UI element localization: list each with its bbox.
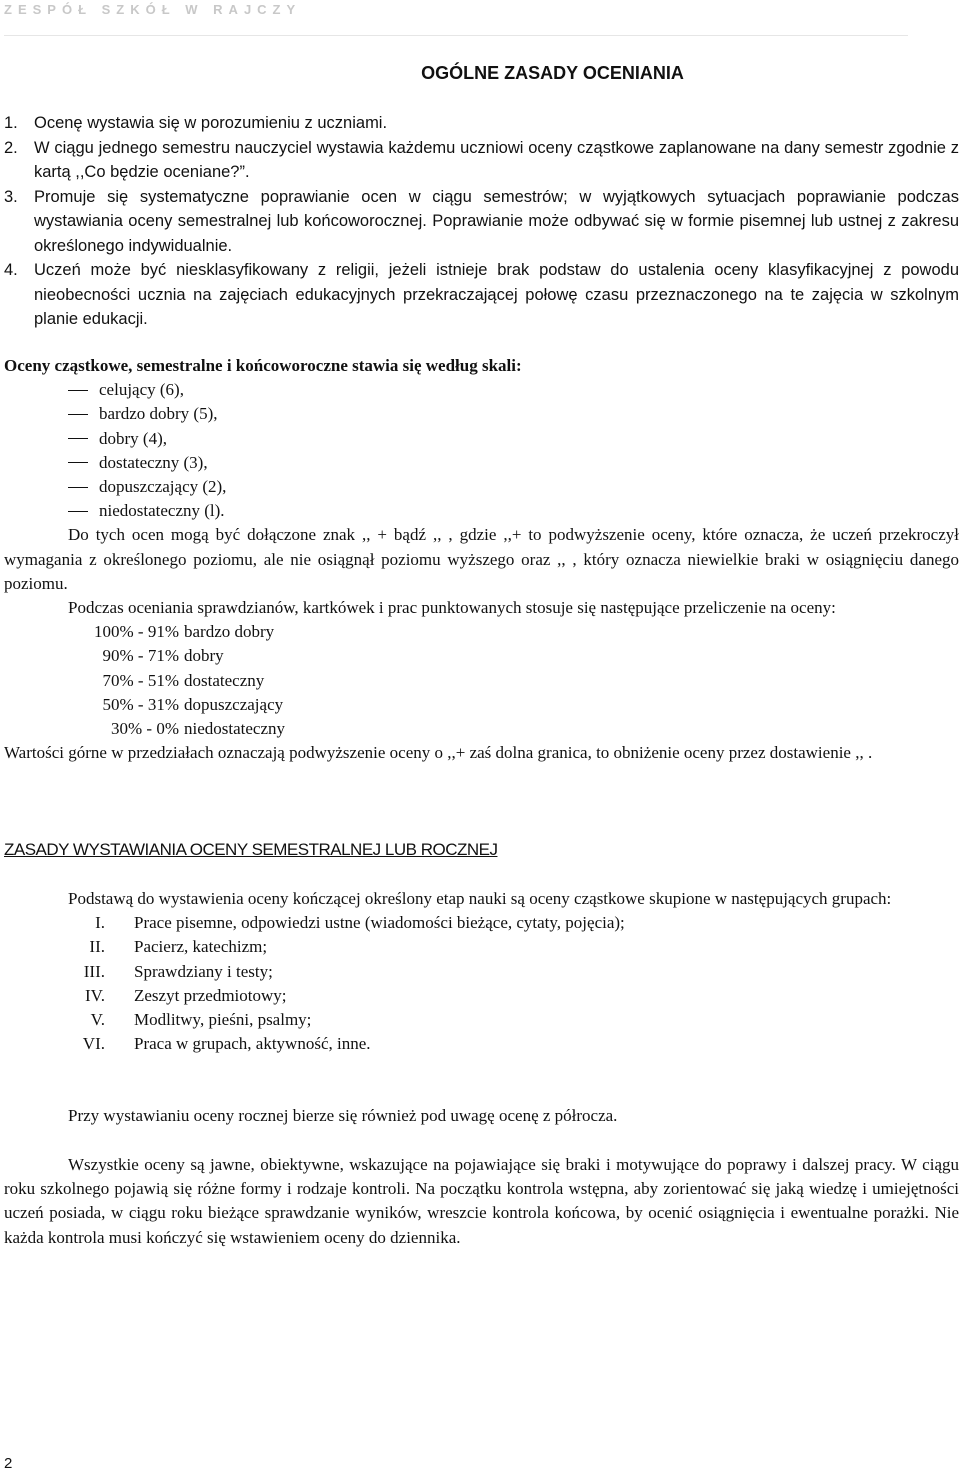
dash-bullet: [68, 438, 88, 439]
dash-bullet: [68, 462, 88, 463]
range-grade: dopuszczający: [184, 694, 284, 714]
percent-range: 30% - 0%: [111, 719, 179, 739]
range-grade: dostateczny: [184, 670, 265, 690]
rule-number: 1.: [4, 114, 18, 132]
group-item: [4, 1032, 959, 1056]
rule-item: [4, 136, 959, 185]
grade-label: dopuszczający (2),: [99, 477, 227, 497]
grade-label: celujący (6),: [99, 380, 184, 400]
group-item: [4, 911, 959, 935]
percent-range-row: [4, 620, 959, 644]
group-text: Pacierz, katechizm;: [134, 937, 268, 957]
rule-number: 3.: [4, 187, 18, 206]
bounds-note: Wartości górne w przedziałach oznaczają podwyższenie oceny o ,,+ zaś dolna granica, to obniżenie oceny przez dostawienie ,, .: [4, 743, 873, 763]
roman-numeral: I.: [95, 913, 105, 933]
scale-heading: Oceny cząstkowe, semestralne i końcoworoczne stawia się według skali:: [4, 356, 522, 375]
percent-range: 50% - 31%: [102, 694, 179, 714]
dash-bullet: [68, 511, 88, 512]
rule-number: 2.: [4, 138, 18, 157]
plus-minus-note: Do tych ocen mogą być dołączone znak ,, + bądź ,, , gdzie ,,+ to podwyższenie oceny, które oznacza, że uczeń przekroczył wymagania z określonego poziomu, ale nie osiągnął poziomu wyższego oraz ,, , który oznacza niewielkie braki w osiągnięciu danego poziomu.: [4, 525, 959, 593]
grade-item: [4, 378, 959, 402]
roman-numeral: II.: [89, 937, 105, 957]
percent-range: 100% - 91%: [94, 622, 179, 642]
dash-bullet: [68, 487, 88, 488]
range-grade: niedostateczny: [184, 719, 286, 739]
rule-item: [4, 185, 959, 259]
page-number: 2: [4, 1455, 13, 1472]
final-paragraph-text: Wszystkie oceny są jawne, obiektywne, wskazujące na pojawiające się braki i motywujące do poprawy i dalszej pracy. W ciągu roku szkolnego pojawią się różne formy i rodzaje kontroli. Na początku kontrola wstępna, aby zorientować się jaką wiedzę i umiejętności uczeń posiada, w ciągu roku bieżące sprawdzanie wyników, wreszcie kontrola końcowa, by ocenić osiągnięcia i ewentualne porażki. Nie każda kontrola musi kończyć się wstawieniem oceny do dziennika.: [4, 1155, 959, 1247]
header-divider: [4, 35, 908, 36]
percent-range: 90% - 71%: [102, 646, 179, 666]
rule-item: [4, 258, 959, 332]
conversion-intro: Podczas oceniania sprawdzianów, kartkówek i prac punktowanych stosuje się następujące przeliczenie na oceny:: [68, 598, 836, 618]
school-header: ZESPÓŁ SZKÓŁ W RAJCZY: [4, 2, 302, 17]
group-text: Modlitwy, pieśni, psalmy;: [134, 1010, 312, 1030]
semester-grade-section: [4, 887, 959, 1056]
group-text: Zeszyt przedmiotowy;: [134, 985, 287, 1005]
rule-text: Ocenę wystawia się w porozumieniu z uczniami.: [34, 114, 388, 132]
percent-range-row: [4, 669, 959, 693]
page-title: OGÓLNE ZASADY OCENIANIA: [421, 63, 684, 83]
grade-item: [4, 451, 959, 475]
grade-item: [4, 402, 959, 426]
rule-item: [4, 111, 959, 136]
roman-numeral: III.: [83, 961, 105, 981]
group-item: [4, 935, 959, 959]
grade-label: bardzo dobry (5),: [99, 404, 218, 424]
grading-scale-section: [4, 354, 959, 765]
roman-numeral: V.: [90, 1010, 105, 1030]
rule-text: W ciągu jednego semestru nauczyciel wystawia każdemu uczniowi oceny cząstkowe zaplanowane na dany semestr zgodnie z kartą ,,Co będzie oceniane?”.: [34, 138, 959, 181]
group-text: Praca w grupach, aktywność, inne.: [134, 1034, 371, 1054]
final-paragraph: [4, 1153, 959, 1250]
grade-label: dostateczny (3),: [99, 452, 208, 472]
rule-text: Promuje się systematyczne poprawianie ocen w ciągu semestrów; w wyjątkowych sytuacjach poprawianie podczas wystawiania oceny semestralnej lub końcoworocznej. Poprawianie może odbywać się w formie pisemnej lub ustnej z zakresu określonego indywidualnie.: [34, 187, 959, 255]
dash-bullet: [68, 390, 88, 391]
group-item: [4, 984, 959, 1008]
groups-intro: Podstawą do wystawienia oceny kończącej określony etap nauki są oceny cząstkowe skupione w następujących grupach:: [68, 889, 892, 908]
percent-range-row: [4, 693, 959, 717]
percent-range-row: [4, 717, 959, 741]
annual-note: [4, 1104, 959, 1128]
group-text: Prace pisemne, odpowiedzi ustne (wiadomości bieżące, cytaty, pojęcia);: [134, 913, 625, 933]
annual-note-text: Przy wystawianiu oceny rocznej bierze się również pod uwagę ocenę z półrocza.: [68, 1106, 618, 1125]
group-item: [4, 960, 959, 984]
grade-label: dobry (4),: [99, 428, 167, 448]
rules-list: [4, 111, 959, 332]
section-heading: ZASADY WYSTAWIANIA OCENY SEMESTRALNEJ LUB ROCZNEJ: [4, 840, 498, 859]
group-text: Sprawdziany i testy;: [134, 961, 273, 981]
grade-item: [4, 475, 959, 499]
percent-range-row: [4, 644, 959, 668]
range-grade: dobry: [184, 646, 224, 666]
range-grade: bardzo dobry: [184, 622, 275, 642]
grade-label: niedostateczny (l).: [99, 501, 225, 521]
roman-numeral: IV.: [85, 985, 105, 1005]
group-item: [4, 1008, 959, 1032]
dash-bullet: [68, 414, 88, 415]
rule-text: Uczeń może być niesklasyfikowany z religii, jeżeli istnieje brak podstaw do ustalenia oceny klasyfikacyjnej z powodu nieobecności ucznia na zajęciach edukacyjnych przekraczającej połowę czasu przeznaczonego na te zajęcia w szkolnym planie edukacji.: [34, 261, 959, 328]
grade-item: [4, 499, 959, 523]
grade-item: [4, 427, 959, 451]
rule-number: 4.: [4, 261, 18, 279]
percent-range: 70% - 51%: [102, 670, 179, 690]
roman-numeral: VI.: [82, 1034, 105, 1054]
